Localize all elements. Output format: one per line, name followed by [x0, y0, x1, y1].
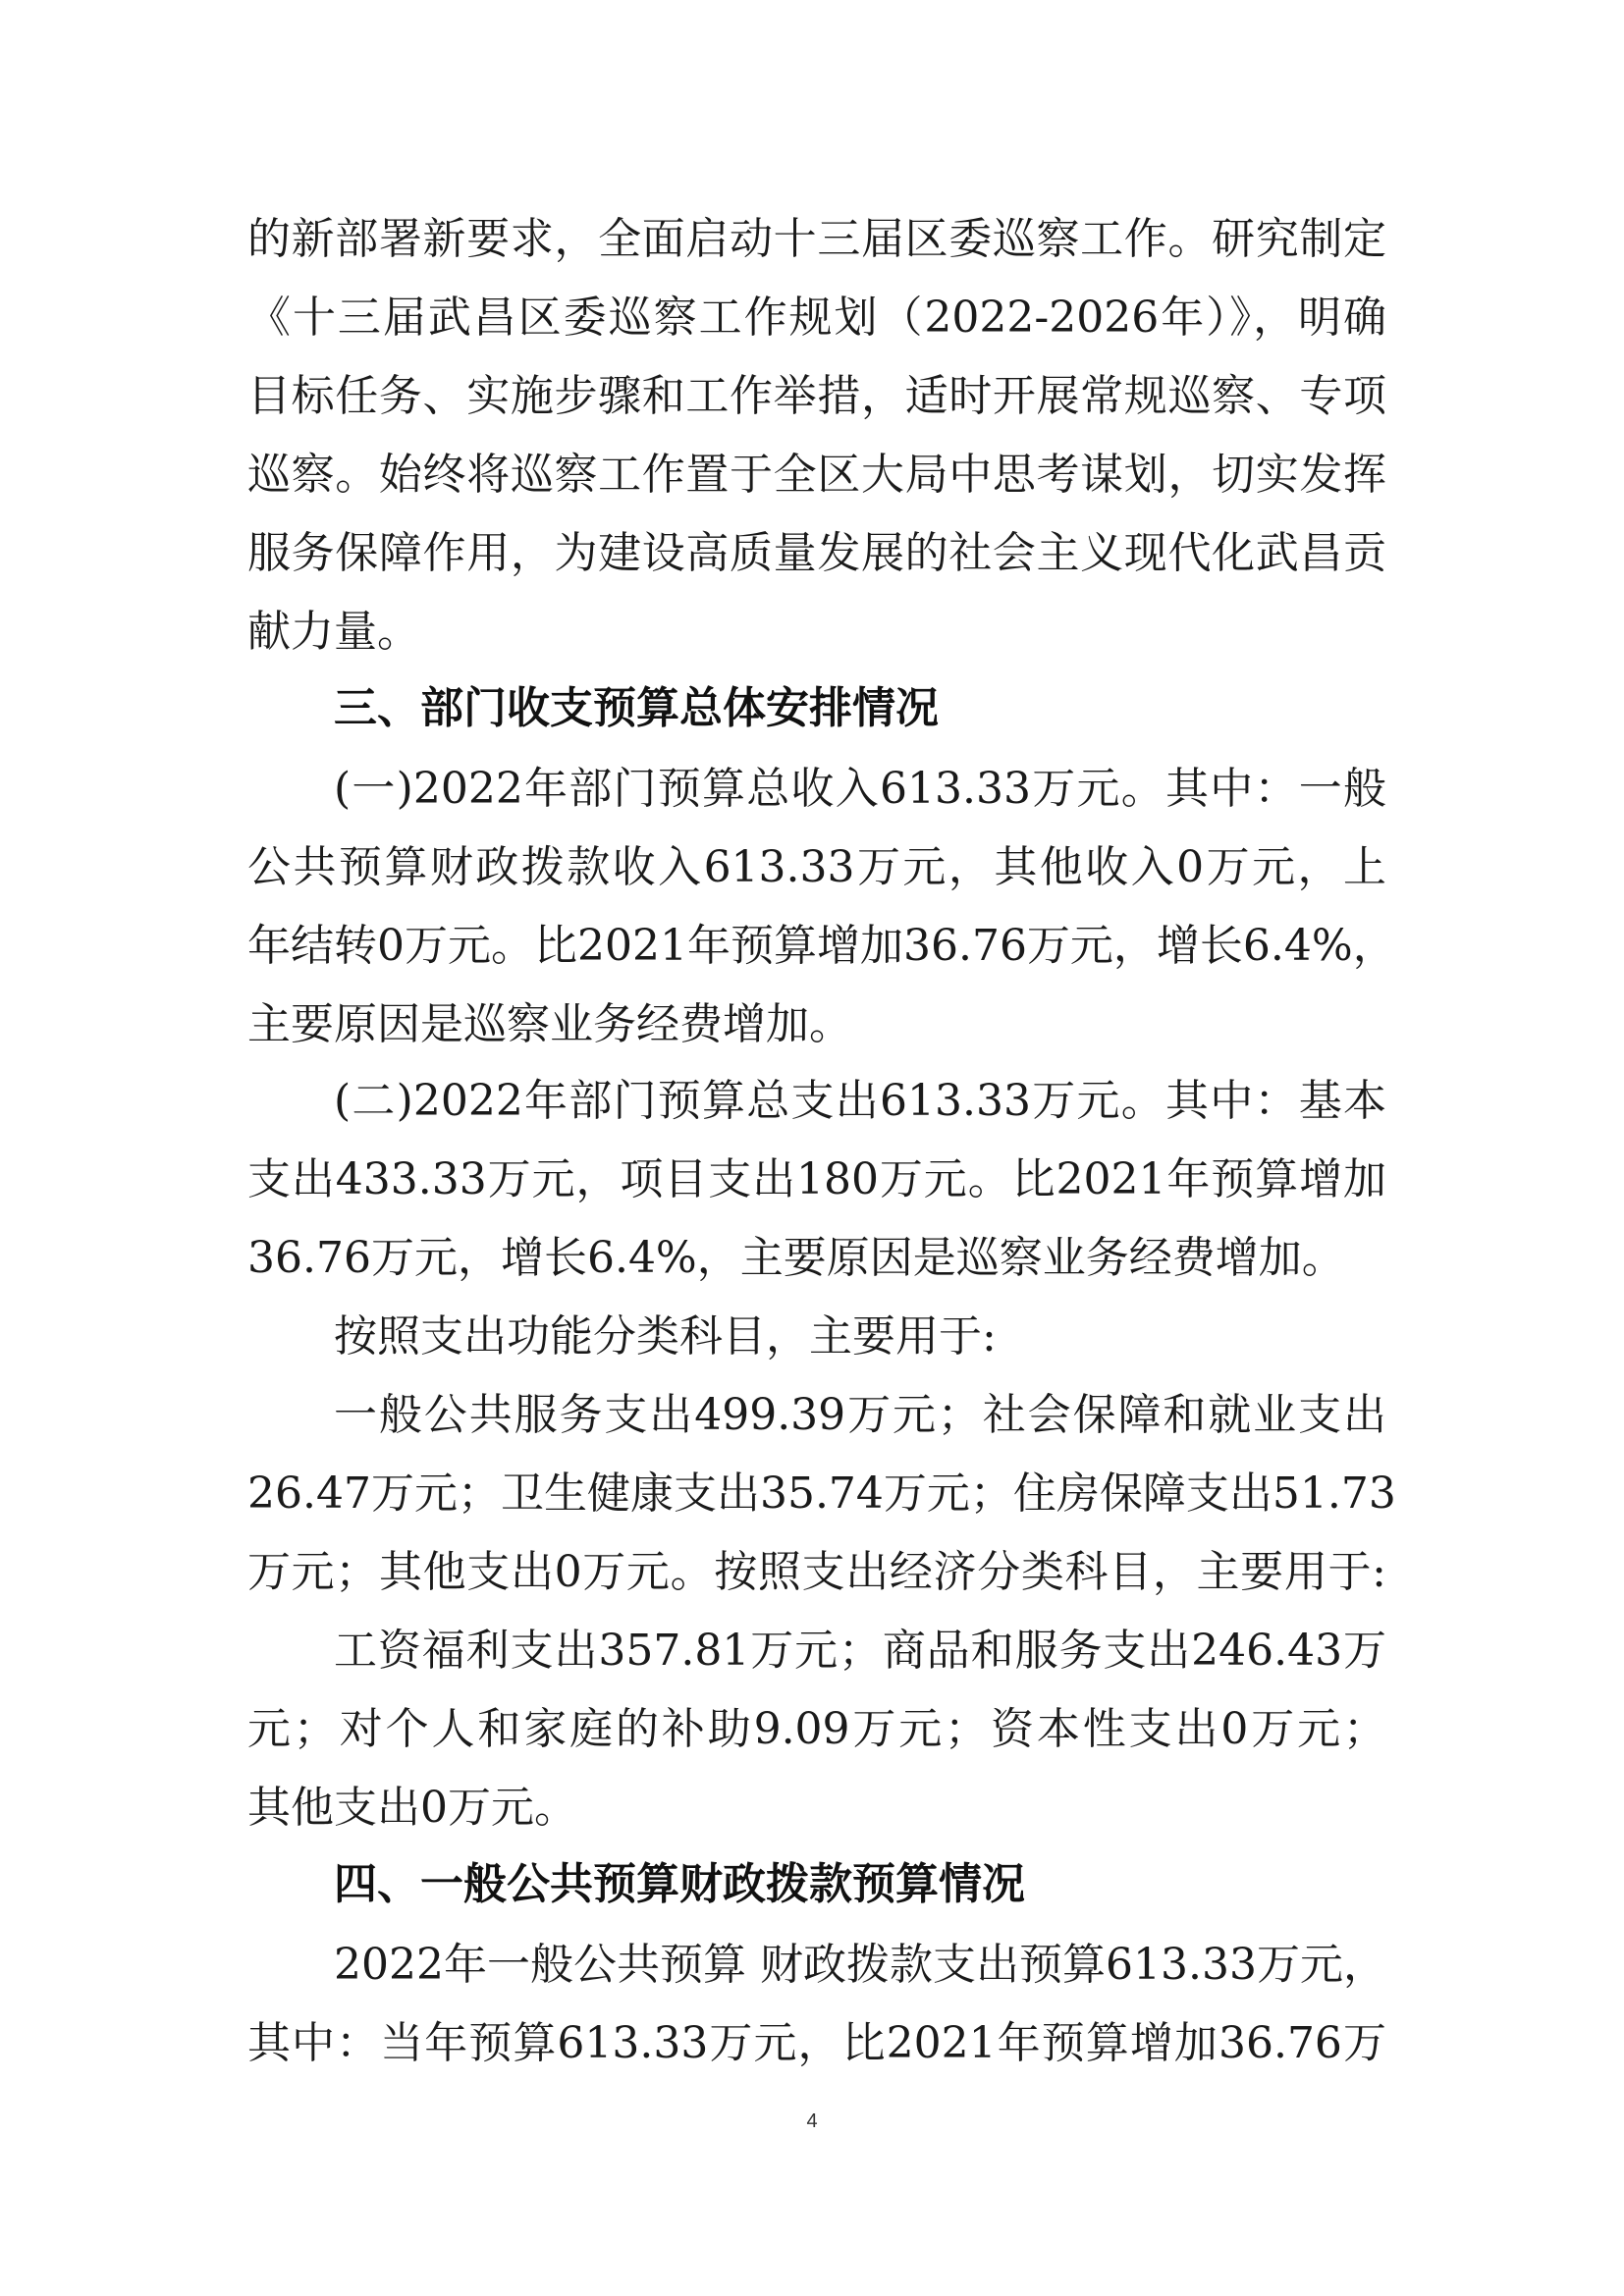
paragraph-line: 万元；其他支出0万元。按照支出经济分类科目，主要用于:	[247, 1547, 1386, 1597]
paragraph-line: 一般公共服务支出499.39万元；社会保障和就业支出	[334, 1390, 1386, 1440]
paragraph-line: (二)2022年部门预算总支出613.33万元。其中：基本	[334, 1076, 1386, 1126]
paragraph-line: (一)2022年部门预算总收入613.33万元。其中：一般	[334, 764, 1386, 814]
paragraph-line: 目标任务、实施步骤和工作举措，适时开展常规巡察、专项	[247, 371, 1386, 421]
paragraph-line: 按照支出功能分类科目，主要用于:	[334, 1311, 997, 1362]
paragraph-line: 献力量。	[247, 607, 420, 657]
paragraph-line: 26.47万元；卫生健康支出35.74万元；住房保障支出51.73	[247, 1468, 1396, 1519]
paragraph-line: 支出433.33万元，项目支出180万元。比2021年预算增加	[247, 1154, 1386, 1204]
page-number: 4	[806, 2110, 818, 2132]
paragraph-line: 公共预算财政拨款收入613.33万元，其他收入0万元，上	[247, 842, 1386, 892]
paragraph-line: 巡察。始终将巡察工作置于全区大局中思考谋划，切实发挥	[247, 450, 1386, 500]
paragraph-line: 元；对个人和家庭的补助9.09万元；资本性支出0万元；	[247, 1704, 1386, 1754]
paragraph-line: 工资福利支出357.81万元；商品和服务支出246.43万	[334, 1626, 1386, 1676]
paragraph-line: 2022年一般公共预算 财政拨款支出预算613.33万元，	[334, 1940, 1386, 1990]
paragraph-line: 服务保障作用，为建设高质量发展的社会主义现代化武昌贡	[247, 528, 1386, 578]
section-heading-4: 四、一般公共预算财政拨款预算情况	[334, 1859, 1025, 1909]
paragraph-line: 主要原因是巡察业务经费增加。	[247, 999, 852, 1049]
paragraph-line: 年结转0万元。比2021年预算增加36.76万元，增长6.4%，	[247, 921, 1396, 971]
paragraph-line: 其中：当年预算613.33万元，比2021年预算增加36.76万	[247, 2018, 1386, 2068]
paragraph-line: 《十三届武昌区委巡察工作规划（2022-2026年）》，明确	[247, 293, 1386, 343]
section-heading-3: 三、部门收支预算总体安排情况	[334, 683, 939, 733]
paragraph-line: 其他支出0万元。	[247, 1783, 577, 1833]
paragraph-line: 的新部署新要求，全面启动十三届区委巡察工作。研究制定	[247, 214, 1386, 264]
paragraph-line: 36.76万元，增长6.4%，主要原因是巡察业务经费增加。	[247, 1233, 1345, 1283]
